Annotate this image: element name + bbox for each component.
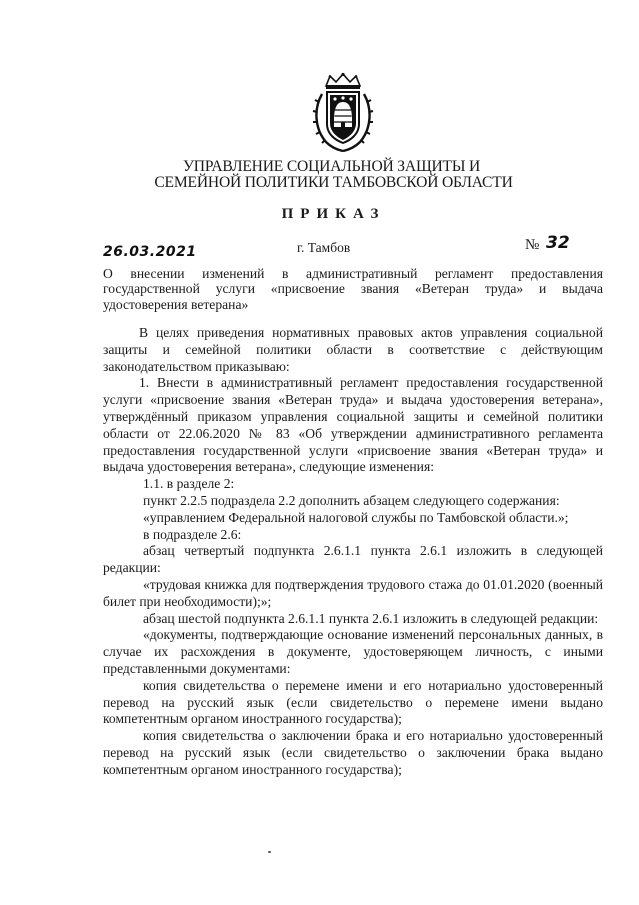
order-date: 26.03.2021 (103, 244, 197, 260)
subsection-2-6-line: в подразделе 2.6: (143, 526, 242, 542)
copy-marriage-paragraph: копия свидетельства о заключении брака и его нотариально удостоверенный перевод на русский язык (если свидетельство о заключении брака выдано компетентным органом иностранного государства); (103, 728, 603, 777)
quote-workbook-paragraph: «трудовая книжка для подтверждения трудового стажа до 01.01.2020 (военный билет при необходимости);»; (103, 576, 603, 609)
quote-documents-paragraph: «документы, подтверждающие основание изменений персональных данных, в случае их расхождения в документе, удостоверяющем личность, с иными представленными документами: (103, 627, 603, 676)
organization-name-line2: СЕМЕЙНОЙ ПОЛИТИКИ ТАМБОВСКОЙ ОБЛАСТИ (154, 174, 513, 191)
paragraph-four-instruction: абзац четвертый подпункта 2.6.1.1 пункта 2.6.1 изложить в следующей редакции: (103, 543, 603, 576)
city-label: г. Тамбов (297, 240, 351, 255)
quote-tax-service-line: «управлением Федеральной налоговой службы по Тамбовской области.»; (143, 509, 569, 525)
point-2-2-5-line: пункт 2.2.5 подраздела 2.2 дополнить абзацем следующего содержания: (143, 492, 560, 508)
item-1-1-line: 1.1. в разделе 2: (143, 476, 235, 492)
order-number: 32 (546, 233, 570, 253)
order-number-label: № (525, 237, 540, 253)
item-1-paragraph: 1. Внести в административный регламент предоставления государственной услуги «присвоение звания «Ветеран труда» и выдача удостоверения ветерана», утверждённый приказом управления социальной защиты и семейной политики области от 22.06.2020 № 83 «Об утверждении административного регламента предоставления государственной услуги «присвоение звания «Ветеран труда» и выдача удостоверения ветерана», следующие изменения: (103, 375, 603, 475)
paragraph-six-instruction: абзац шестой подпункта 2.6.1.1 пункта 2.6.1 изложить в следующей редакции: (143, 610, 599, 626)
organization-name-line1: УПРАВЛЕНИЕ СОЦИАЛЬНОЙ ЗАЩИТЫ И (182, 158, 481, 175)
copy-name-change-paragraph: копия свидетельства о перемене имени и его нотариально удостоверенный перевод на русский язык (если свидетельство о перемене имени выдано компетентным органом иностранного государства); (103, 677, 603, 727)
tambov-coat-of-arms-icon (312, 72, 374, 152)
order-body (103, 325, 603, 779)
document-type-title: ПРИКАЗ (281, 206, 386, 222)
intro-paragraph: В целях приведения нормативных правовых актов управления социальной защиты и семейной политики области в соответствие с действующим законодательством приказываю: (103, 325, 603, 374)
order-subject: О внесении изменений в административный регламент предоставления государственной услуги «присвоение звания «Ветеран труда» и выдача удостоверения ветерана» (103, 266, 603, 312)
scan-speck (268, 851, 271, 853)
